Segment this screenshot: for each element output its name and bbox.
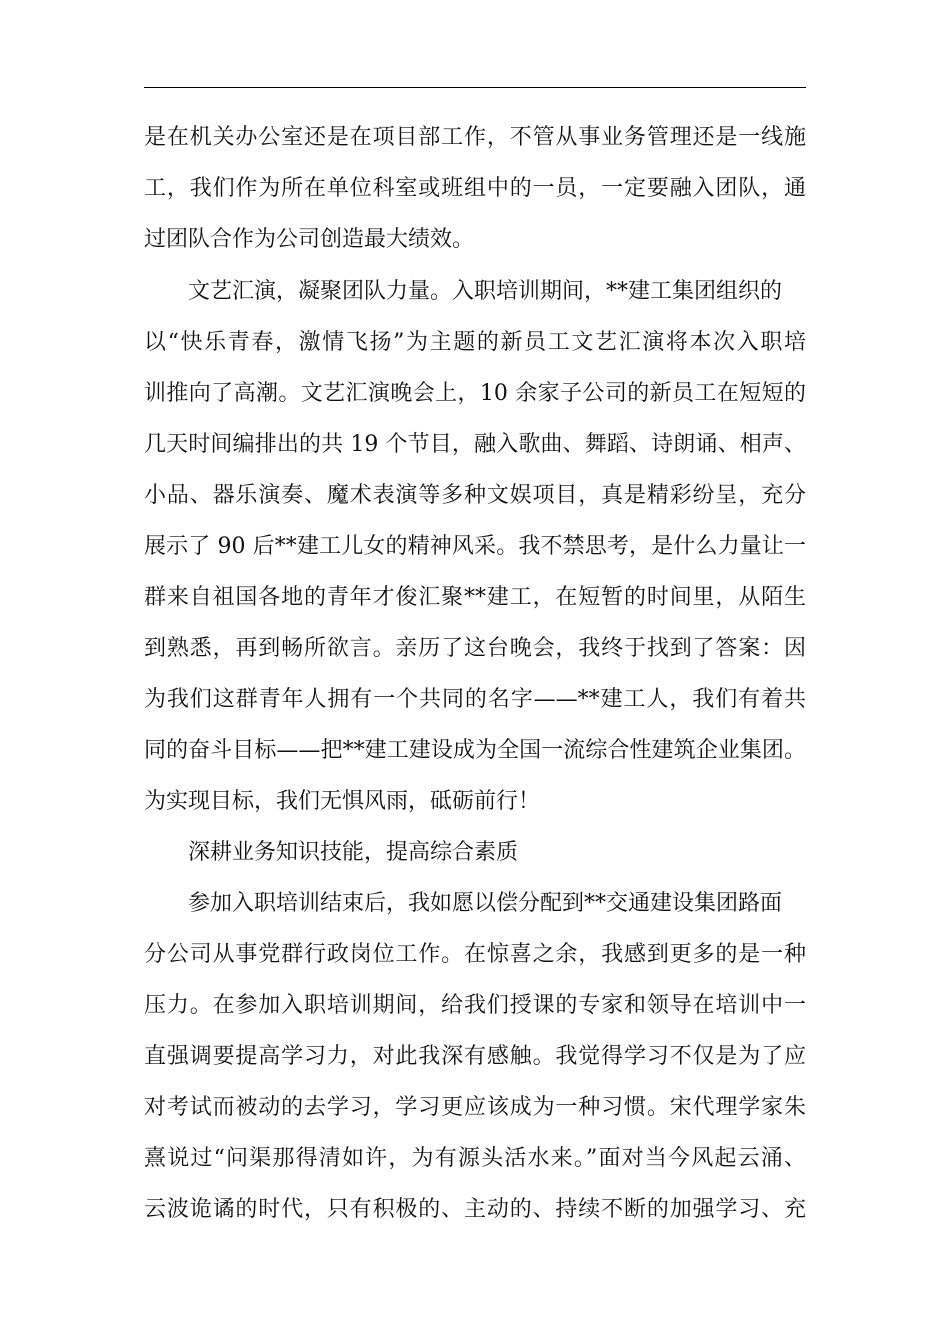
text-line: 训推向了高潮。文艺汇演晚会上，10 余家子公司的新员工在短短的 [144,381,806,406]
paragraph-first-line: 参加入职培训结束后，我如愿以偿分配到**交通建设集团路面 [188,891,783,916]
section-heading: 深耕业务知识技能，提高综合素质 [188,840,519,865]
text-line: 以“快乐青春，激情飞扬”为主题的新员工文艺汇演将本次入职培 [144,330,806,355]
text-line: 分公司从事党群行政岗位工作。在惊喜之余，我感到更多的是一种 [144,942,806,967]
text-line: 为实现目标，我们无惧风雨，砥砺前行！ [144,789,541,814]
text-line: 直强调要提高学习力，对此我深有感触。我觉得学习不仅是为了应 [144,1044,806,1069]
text-line: 为我们这群青年人拥有一个共同的名字——**建工人，我们有着共 [144,687,806,712]
text-line: 群来自祖国各地的青年才俊汇聚**建工，在短暂的时间里，从陌生 [144,585,806,610]
text-line: 对考试而被动的去学习，学习更应该成为一种习惯。宋代理学家朱 [144,1095,806,1120]
text-line: 是在机关办公室还是在项目部工作，不管从事业务管理还是一线施 [144,125,806,150]
header-rule [144,87,806,88]
paragraph-first-line: 文艺汇演，凝聚团队力量。入职培训期间，**建工集团组织的 [188,279,783,304]
text-line: 同的奋斗目标——把**建工建设成为全国一流综合性建筑企业集团。 [144,738,806,763]
text-line: 压力。在参加入职培训期间，给我们授课的专家和领导在培训中一 [144,993,806,1018]
text-line: 云波诡谲的时代，只有积极的、主动的、持续不断的加强学习、充 [144,1197,806,1222]
text-line: 小品、器乐演奏、魔术表演等多种文娱项目，真是精彩纷呈，充分 [144,483,806,508]
text-line: 熹说过“问渠那得清如许，为有源头活水来。”面对当今风起云涌、 [144,1146,806,1171]
text-line: 几天时间编排出的共 19 个节目，融入歌曲、舞蹈、诗朗诵、相声、 [144,432,806,457]
text-line: 展示了 90 后**建工儿女的精神风采。我不禁思考，是什么力量让一 [144,534,806,559]
text-line: 工，我们作为所在单位科室或班组中的一员，一定要融入团队，通 [144,176,806,201]
text-line: 过团队合作为公司创造最大绩效。 [144,227,475,252]
text-line: 到熟悉，再到畅所欲言。亲历了这台晚会，我终于找到了答案：因 [144,636,806,661]
